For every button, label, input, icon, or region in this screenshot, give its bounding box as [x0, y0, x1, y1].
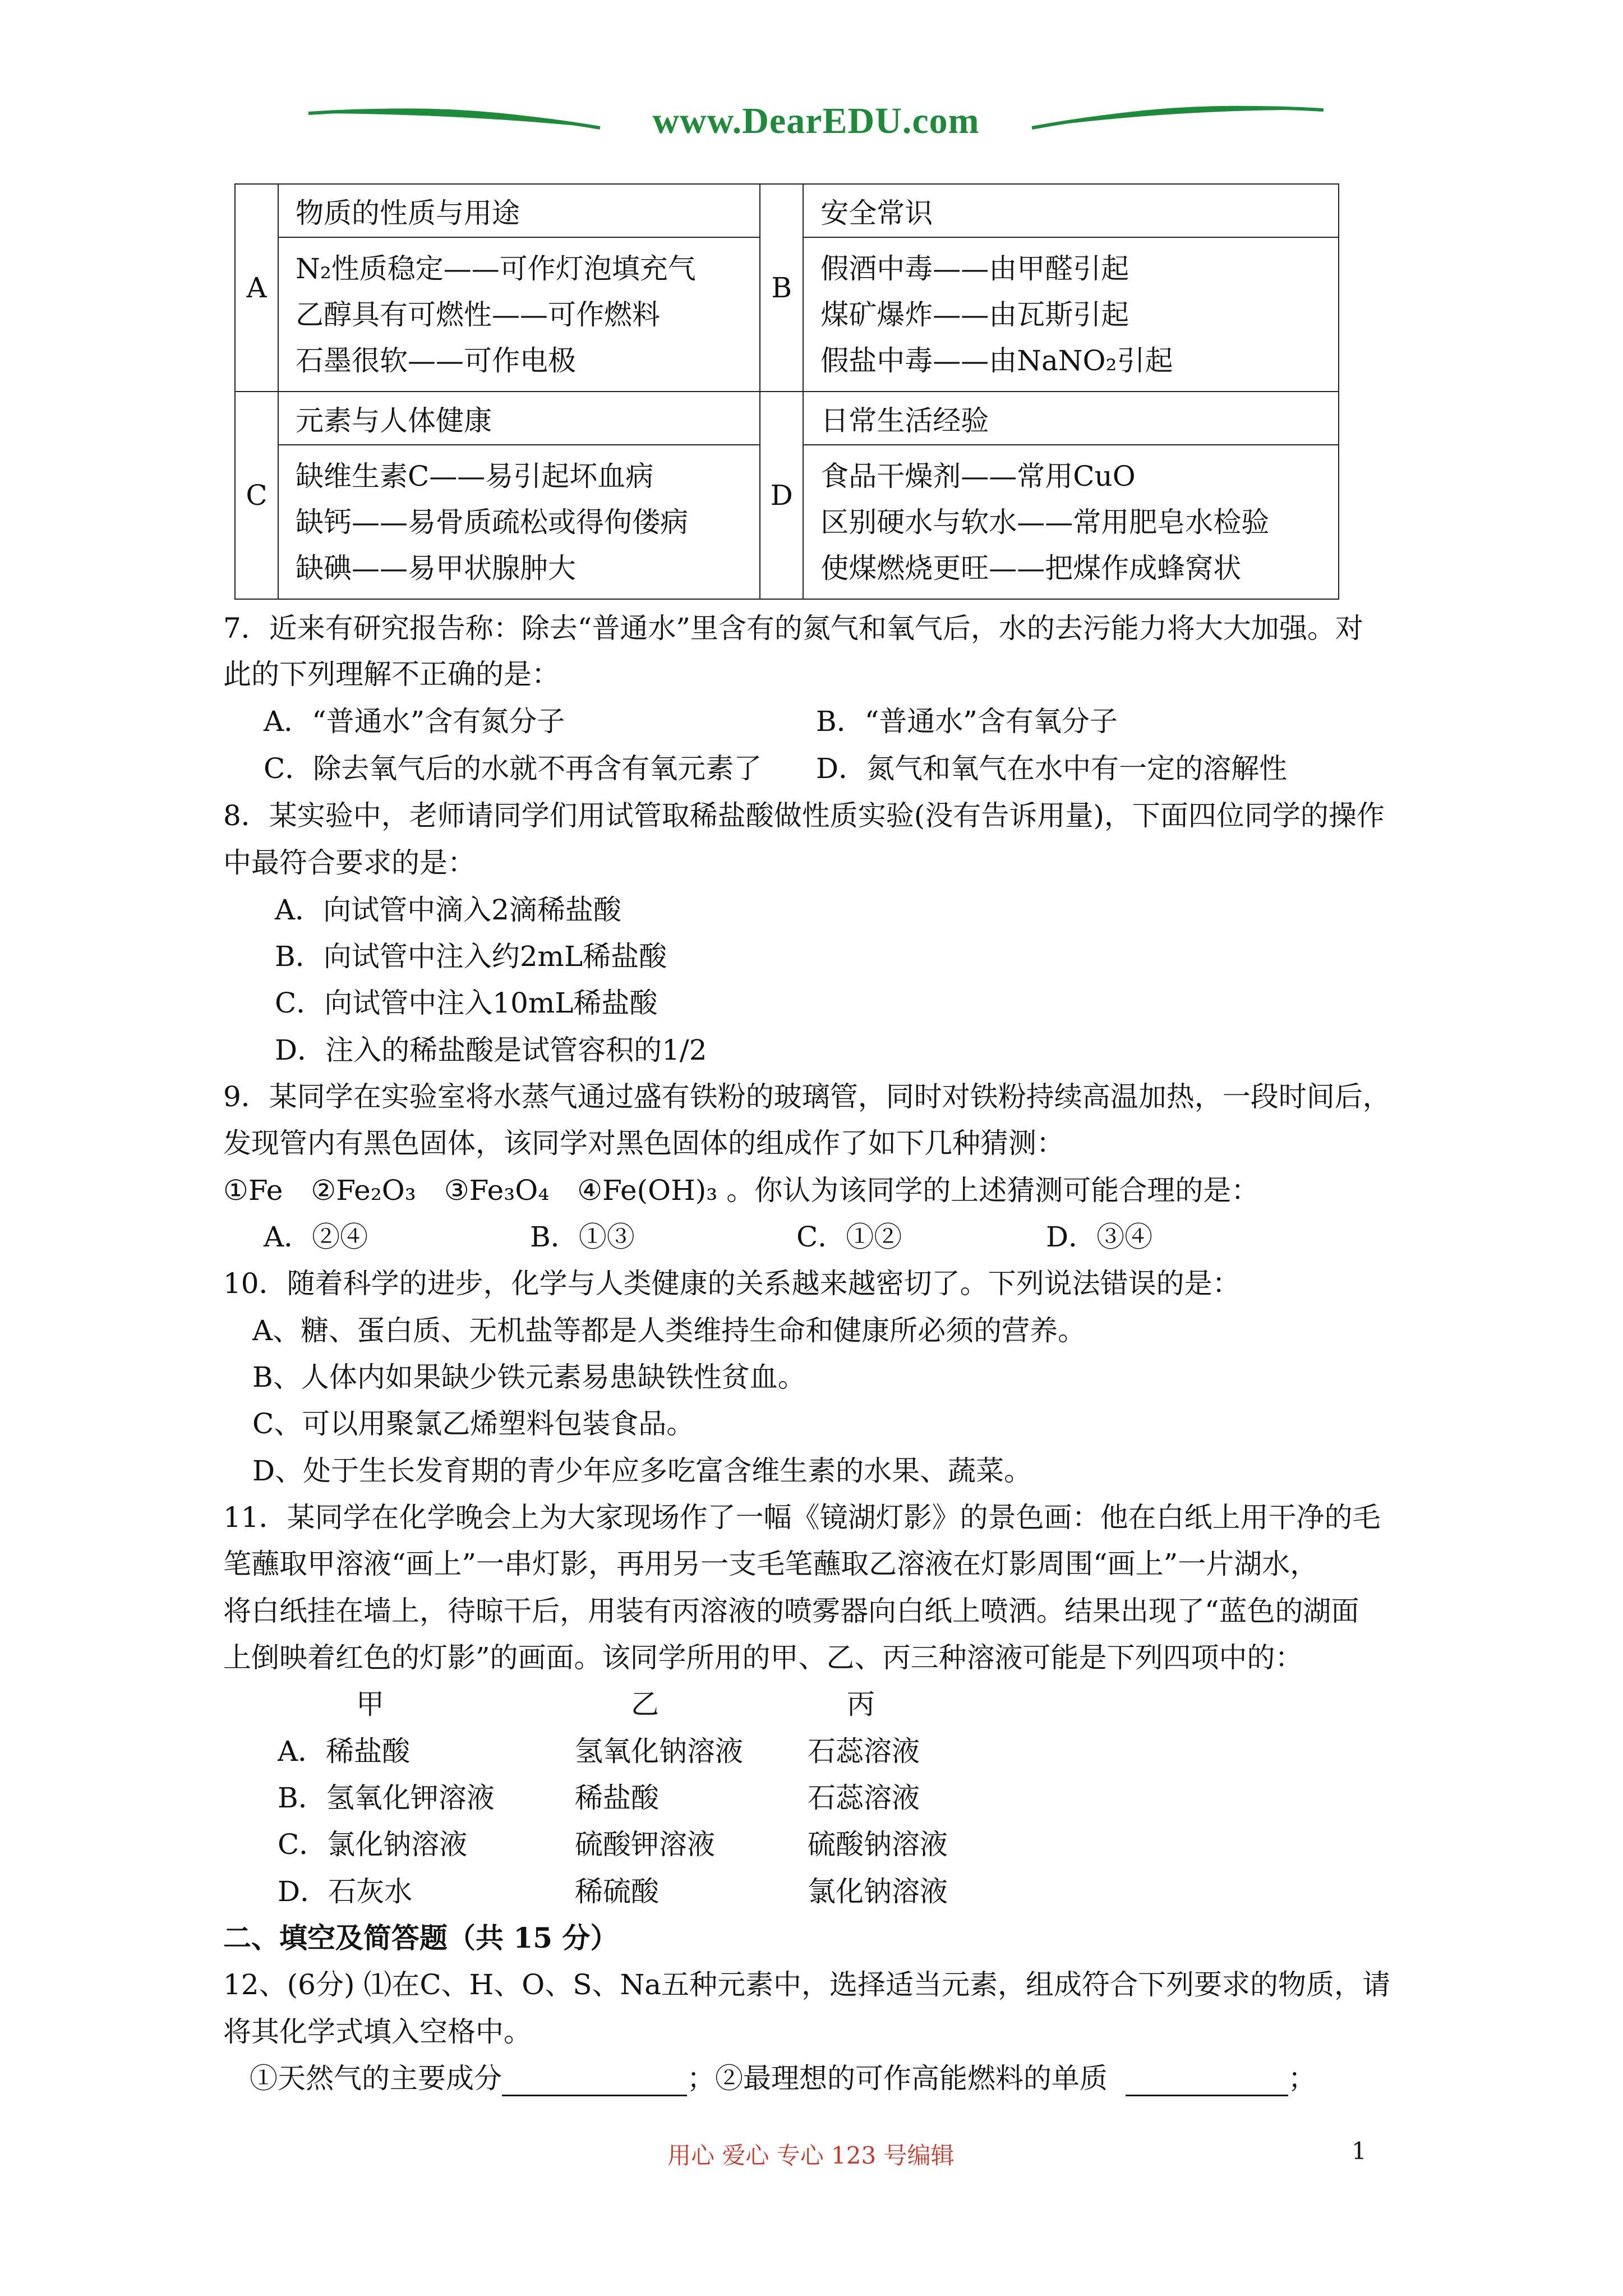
option-b-title: 安全常识 — [803, 184, 1339, 237]
q10-option-c: C、可以用聚氯乙烯塑料包装食品。 — [252, 1407, 695, 1440]
q7-option-b: B．“普通水”含有氧分子 — [816, 705, 1118, 738]
q12-answer-blank-1[interactable] — [502, 2062, 687, 2096]
option-d-body — [803, 445, 1339, 599]
q11-header-bing: 丙 — [847, 1688, 875, 1720]
option-d-line: 区别硬水与软水——常用肥皂水检验 — [820, 505, 1270, 539]
q8-stem-line1: 8．某实验中，老师请同学们用试管取稀盐酸做性质实验(没有告诉用量)，下面四位同学的操作 — [223, 799, 1385, 832]
q11-stem-line4: 上倒映着红色的灯影”的画面。该同学所用的甲、乙、丙三种溶液可能是下列四项中的： — [223, 1641, 1303, 1674]
q9-guesses: ①Fe ②Fe₂O₃ ③Fe₃O₄ ④Fe(OH)₃ 。你认为该同学的上述猜测可能合理的是： — [223, 1174, 1260, 1207]
option-b-line: 假盐中毒——由NaNO₂引起 — [820, 344, 1173, 377]
option-d-line: 食品干燥剂——常用CuO — [820, 459, 1136, 493]
page-number: 1 — [1352, 2137, 1367, 2165]
option-b-letter: B — [760, 184, 803, 392]
q11-row-b-bing: 石蕊溶液 — [808, 1782, 920, 1814]
q11-row-c-yi: 硫酸钾溶液 — [575, 1828, 715, 1861]
options-table — [234, 183, 1339, 600]
q8-option-c: C．向试管中注入10mL稀盐酸 — [275, 987, 658, 1019]
q7-stem-line2: 此的下列理解不正确的是： — [223, 658, 560, 691]
q11-stem-line2: 笔蘸取甲溶液“画上”一串灯影，再用另一支毛笔蘸取乙溶液在灯影周围“画上”一片湖水， — [223, 1548, 1318, 1580]
site-url[interactable]: www.DearEDU.com — [652, 100, 980, 141]
q8-option-b: B．向试管中注入约2mL稀盐酸 — [275, 940, 667, 973]
q9-stem-line1: 9．某同学在实验室将水蒸气通过盛有铁粉的玻璃管，同时对铁粉持续高温加热，一段时间后， — [223, 1080, 1391, 1113]
q9-option-c: C．①② — [796, 1221, 902, 1253]
q7-stem-line1: 7．近来有研究报告称：除去“普通水”里含有的氮气和氧气后，水的去污能力将大大加强。对 — [223, 612, 1363, 645]
section-title: 二、填空及简答题（共 15 分） — [223, 1921, 619, 1954]
q12-answer-blank-2[interactable] — [1126, 2062, 1288, 2096]
q12-fill-line — [250, 2056, 1316, 2096]
q9-option-a: A．②④ — [264, 1221, 368, 1253]
q10-option-d: D、处于生长发育期的青少年应多吃富含维生素的水果、蔬菜。 — [252, 1455, 1032, 1487]
option-c-letter: C — [235, 392, 278, 599]
q12-item2-label: ；②最理想的可作高能燃料的单质 — [687, 2062, 1108, 2095]
q8-option-d: D．注入的稀盐酸是试管容积的1/2 — [275, 1034, 707, 1066]
option-c-line: 缺维生素C——易引起坏血病 — [296, 459, 654, 493]
q11-stem-line1: 11．某同学在化学晚会上为大家现场作了一幅《镜湖灯影》的景色画：他在白纸上用干净的毛 — [223, 1501, 1381, 1534]
q11-row-a-jia: A．稀盐酸 — [278, 1735, 411, 1768]
option-d-line: 使煤燃烧更旺——把煤作成蜂窝状 — [820, 551, 1242, 585]
option-c-line: 缺钙——易骨质疏松或得佝偻病 — [296, 505, 688, 539]
option-a-title: 物质的性质与用途 — [278, 184, 760, 237]
q7-option-d: D．氮气和氧气在水中有一定的溶解性 — [816, 752, 1288, 785]
q11-row-d-bing: 氯化钠溶液 — [808, 1875, 948, 1908]
q11-row-c-bing: 硫酸钠溶液 — [808, 1828, 948, 1861]
option-c-line: 缺碘——易甲状腺肿大 — [296, 551, 576, 585]
q10-option-a: A、糖、蛋白质、无机盐等都是人类维持生命和健康所必须的营养。 — [252, 1314, 1086, 1347]
q12-stem-line2: 将其化学式填入空格中。 — [223, 2016, 532, 2048]
option-b-line: 假酒中毒——由甲醛引起 — [820, 252, 1129, 285]
option-d-letter: D — [760, 392, 803, 599]
q11-row-b-yi: 稀盐酸 — [575, 1782, 659, 1814]
q12-item1-label: ①天然气的主要成分 — [250, 2062, 502, 2095]
footer-credit: 用心 爱心 专心 123 号编辑 — [667, 2142, 955, 2169]
q11-header-jia: 甲 — [356, 1688, 384, 1720]
q9-option-b: B．①③ — [530, 1221, 635, 1253]
option-b-body — [803, 237, 1339, 392]
option-a-letter: A — [235, 184, 278, 392]
option-b-line: 煤矿爆炸——由瓦斯引起 — [820, 298, 1129, 331]
option-a-line: N₂性质稳定——可作灯泡填充气 — [296, 252, 696, 285]
q7-option-a: A．“普通水”含有氮分子 — [264, 705, 565, 738]
q11-row-d-yi: 稀硫酸 — [575, 1875, 659, 1908]
q7-option-c: C．除去氧气后的水就不再含有氧元素了 — [264, 752, 762, 785]
q9-stem-line2: 发现管内有黑色固体，该同学对黑色固体的组成作了如下几种猜测： — [223, 1127, 1064, 1159]
option-c-body — [278, 445, 760, 599]
q11-header-yi: 乙 — [631, 1688, 659, 1720]
option-a-line: 乙醇具有可燃性——可作燃料 — [296, 298, 660, 331]
q11-row-b-jia: B．氢氧化钾溶液 — [278, 1782, 495, 1814]
q11-row-d-jia: D．石灰水 — [278, 1875, 413, 1908]
q8-option-a: A．向试管中滴入2滴稀盐酸 — [275, 894, 621, 926]
q11-row-a-yi: 氢氧化钠溶液 — [575, 1735, 743, 1768]
site-banner — [308, 94, 1324, 156]
q9-option-d: D．③④ — [1046, 1221, 1153, 1253]
q10-stem: 10．随着科学的进步，化学与人类健康的关系越来越密切了。下列说法错误的是： — [223, 1267, 1241, 1300]
q11-row-a-bing: 石蕊溶液 — [808, 1735, 920, 1768]
option-c-title: 元素与人体健康 — [278, 392, 760, 445]
q11-row-c-jia: C．氯化钠溶液 — [278, 1828, 468, 1861]
q12-stem-line1: 12、(6分) ⑴在C、H、O、S、Na五种元素中，选择适当元素，组成符合下列要求的物质，请 — [223, 1968, 1391, 2001]
option-a-body — [278, 237, 760, 392]
q12-line-end: ； — [1288, 2062, 1316, 2095]
q8-stem-line2: 中最符合要求的是： — [223, 846, 476, 879]
q10-option-b: B、人体内如果缺少铁元素易患缺铁性贫血。 — [252, 1361, 806, 1393]
option-d-title: 日常生活经验 — [803, 392, 1339, 445]
option-a-line: 石墨很软——可作电极 — [296, 344, 576, 377]
q11-stem-line3: 将白纸挂在墙上，待晾干后，用装有丙溶液的喷雾器向白纸上喷洒。结果出现了“蓝色的湖面 — [223, 1595, 1359, 1627]
